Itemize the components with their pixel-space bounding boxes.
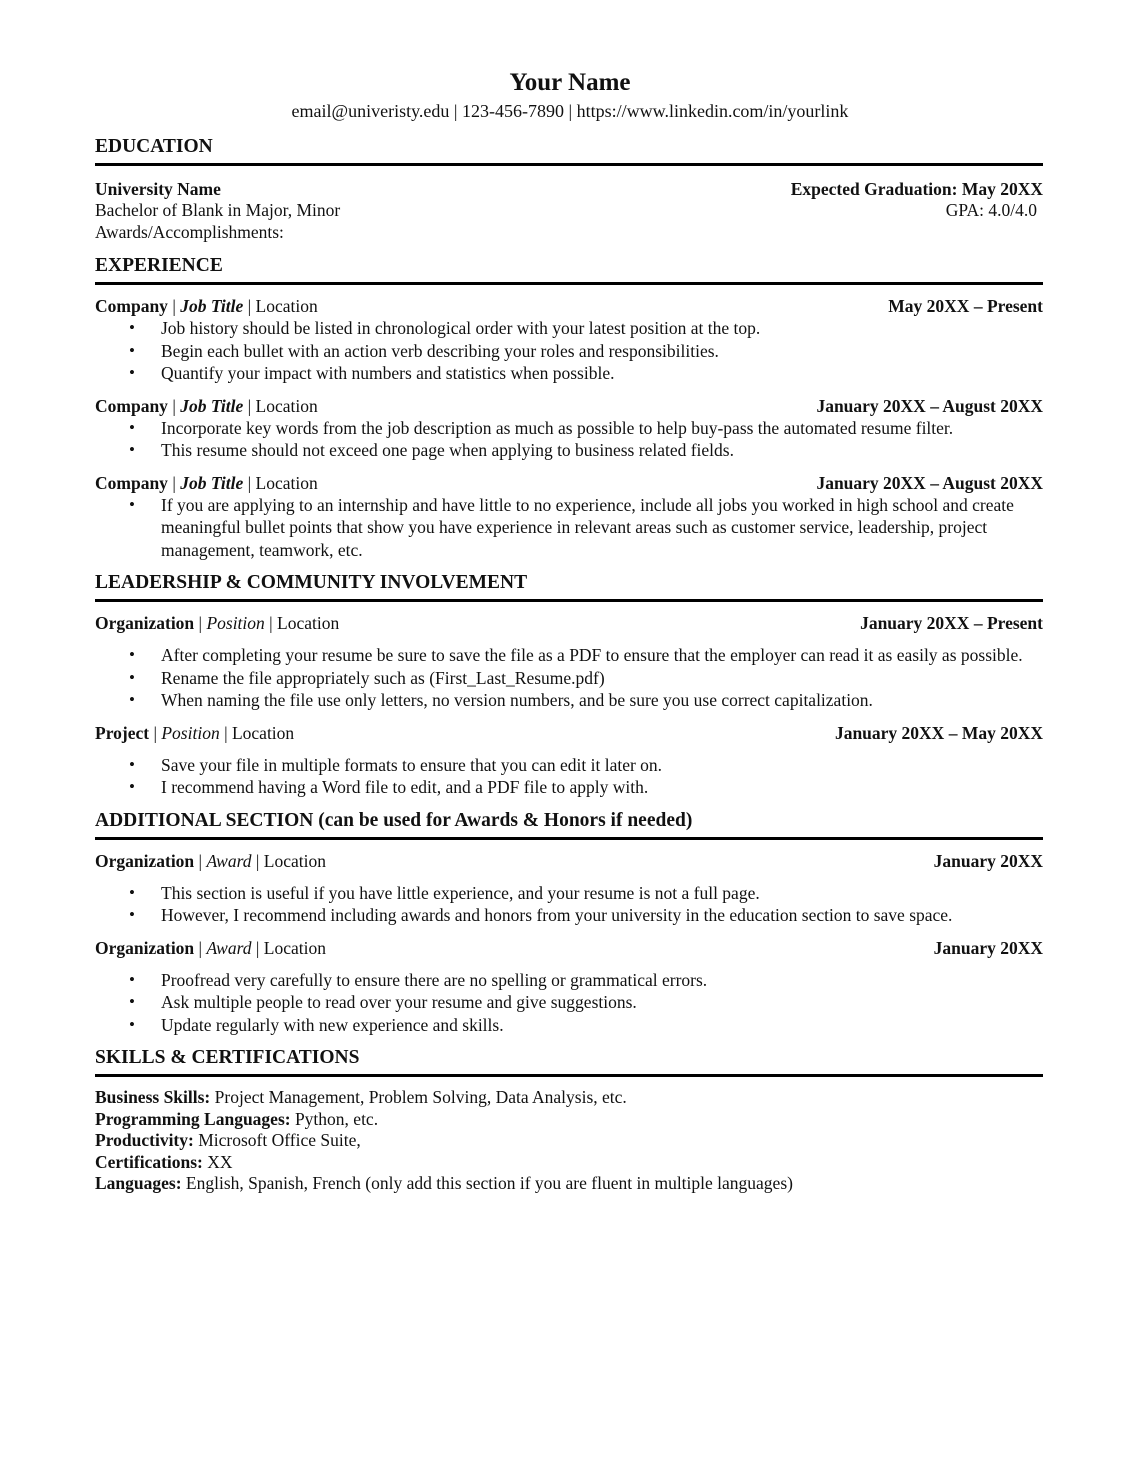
entry-location: Location: [231, 722, 295, 743]
entry-header: [95, 937, 1043, 959]
entry-org: Company: [95, 296, 168, 316]
bullet-item: • Quantify your impact with numbers and statistics when possible.: [161, 362, 1043, 385]
entry-org: Organization: [95, 613, 195, 633]
bullet-list: [95, 754, 1043, 799]
bullet-item: • Ask multiple people to read over your resume and give suggestions.: [161, 991, 1043, 1014]
entry-role: Award: [206, 937, 252, 958]
bullet-list: [95, 494, 1043, 562]
bullet-item: • I recommend having a Word file to edit, and a PDF file to apply with.: [161, 776, 1043, 799]
skill-value: Python, etc.: [294, 1108, 379, 1129]
entry-title-line: Company | Job Title | Location: [95, 395, 318, 416]
entry: [95, 472, 1043, 562]
skill-line: [95, 1173, 1043, 1195]
skill-line: [95, 1087, 1043, 1109]
entry-dates: January 20XX: [933, 850, 1043, 871]
bullet-item: • Rename the file appropriately such as (First_Last_Resume.pdf): [161, 667, 1043, 690]
experience-section: [95, 254, 1043, 561]
bullet-item: • Update regularly with new experience and skills.: [161, 1014, 1043, 1037]
skill-label: Languages:: [95, 1173, 182, 1193]
entry-title-line: Organization | Award | Location: [95, 937, 326, 958]
leadership-section: [95, 571, 1043, 799]
entry-location: Location: [255, 296, 318, 316]
entry-org: Company: [95, 472, 168, 493]
entry: [95, 295, 1043, 385]
entry-header: [95, 850, 1043, 872]
entry-role: Job Title: [180, 472, 244, 493]
entry-title-line: Organization | Position | Location: [95, 613, 340, 633]
bullet-item: • When naming the file use only letters, no version numbers, and be sure you use correct capitalization.: [161, 689, 1043, 712]
graduation-date: Expected Graduation: May 20XX: [790, 179, 1043, 199]
bullet-item: • Incorporate key words from the job description as much as possible to help buy-pass the automated resume filter.: [161, 417, 1043, 440]
bullet-list: [95, 882, 1043, 927]
skill-label: Productivity:: [95, 1130, 194, 1150]
entry-location: Location: [263, 937, 326, 958]
degree: Bachelor of Blank in Major, Minor: [95, 200, 341, 220]
entry-location: Location: [277, 613, 340, 633]
entry: [95, 937, 1043, 1037]
entry-role: Position: [206, 613, 265, 633]
additional-entries: [95, 850, 1043, 1037]
bullet-list: [95, 644, 1043, 712]
bullet-item: • This section is useful if you have little experience, and your resume is not a full page.: [161, 882, 1043, 905]
entry: [95, 395, 1043, 462]
skill-label: Business Skills:: [95, 1087, 211, 1107]
skill-value: Project Management, Problem Solving, Data Analysis, etc.: [214, 1087, 627, 1107]
skill-line: [95, 1130, 1043, 1152]
entry-location: Location: [255, 472, 318, 493]
resume-header: [0, 0, 1140, 122]
education-section: [95, 135, 1043, 243]
awards-accomplishments: Awards/Accomplishments:: [95, 221, 284, 242]
entry-org: Project: [95, 722, 150, 743]
entry-dates: January 20XX – Present: [860, 613, 1043, 633]
bullet-list: [95, 417, 1043, 462]
entry-dates: January 20XX – August 20XX: [816, 395, 1043, 416]
entry-location: Location: [255, 395, 318, 416]
bullet-list: [95, 317, 1043, 385]
contact-line: email@univeristy.edu | 123-456-7890 | https://www.linkedin.com/in/yourlink: [291, 101, 849, 121]
bullet-item: • Save your file in multiple formats to ensure that you can edit it later on.: [161, 754, 1043, 777]
experience-entries: [95, 295, 1043, 561]
entry-title-line: Project | Position | Location: [95, 722, 295, 743]
entry-role: Job Title: [180, 296, 244, 316]
entry-role: Job Title: [180, 395, 244, 416]
skill-value: English, Spanish, French (only add this section if you are fluent in multiple languages): [185, 1173, 793, 1193]
bullet-item: • If you are applying to an internship and have little to no experience, include all jobs you worked in high school and create meaningful bullet points that show you have experience in relevant areas such as customer service, leadership, project management, teamwork, etc.: [161, 494, 1043, 562]
entry-org: Organization: [95, 937, 195, 958]
entry-title-line: Company | Job Title | Location: [95, 472, 318, 493]
skills-list: [95, 1087, 1043, 1195]
section-title-experience: EXPERIENCE: [95, 254, 1043, 285]
section-title-education: EDUCATION: [95, 135, 1043, 166]
skill-value: XX: [207, 1151, 233, 1172]
entry: [95, 612, 1043, 712]
entry-header: [95, 722, 1043, 744]
entry-role: Award: [206, 850, 252, 871]
entry-role: Position: [161, 722, 220, 743]
bullet-item: • Job history should be listed in chronological order with your latest position at the top.: [161, 317, 1043, 340]
bullet-item: • However, I recommend including awards and honors from your university in the education section to save space.: [161, 904, 1043, 927]
entry-location: Location: [263, 850, 326, 871]
skill-line: [95, 1152, 1043, 1174]
entry-dates: May 20XX – Present: [888, 296, 1043, 316]
entry-header: [95, 472, 1043, 494]
education-entry: [95, 178, 1043, 243]
entry: [95, 722, 1043, 799]
bullet-item: • Begin each bullet with an action verb describing your roles and responsibilities.: [161, 340, 1043, 363]
skill-line: [95, 1109, 1043, 1131]
entry-org: Company: [95, 395, 168, 416]
section-title-additional: ADDITIONAL SECTION (can be used for Awards & Honors if needed): [95, 809, 1043, 840]
entry-header: [95, 395, 1043, 417]
university-name: University Name: [95, 179, 221, 199]
bullet-item: • This resume should not exceed one page when applying to business related fields.: [161, 439, 1043, 462]
entry-header: [95, 612, 1043, 634]
gpa: GPA: 4.0/4.0: [945, 200, 1037, 220]
skill-label: Programming Languages:: [95, 1108, 291, 1129]
entry-org: Organization: [95, 850, 195, 871]
entry-dates: January 20XX: [933, 937, 1043, 958]
bullet-item: • Proofread very carefully to ensure there are no spelling or grammatical errors.: [161, 969, 1043, 992]
skill-value: Microsoft Office Suite,: [198, 1130, 361, 1150]
section-title-skills: SKILLS & CERTIFICATIONS: [95, 1046, 1043, 1077]
candidate-name: Your Name: [509, 69, 631, 96]
entry-header: [95, 295, 1043, 317]
bullet-list: [95, 969, 1043, 1037]
leadership-entries: [95, 612, 1043, 799]
additional-section: [95, 809, 1043, 1037]
entry: [95, 850, 1043, 927]
entry-dates: January 20XX – August 20XX: [816, 472, 1043, 493]
skill-label: Certifications:: [95, 1151, 203, 1172]
entry-title-line: Organization | Award | Location: [95, 850, 326, 871]
bullet-item: • After completing your resume be sure to save the file as a PDF to ensure that the employer can read it as easily as possible.: [161, 644, 1043, 667]
section-title-leadership: LEADERSHIP & COMMUNITY INVOLVEMENT: [95, 571, 1043, 602]
entry-title-line: Company | Job Title | Location: [95, 296, 318, 316]
skills-section: [95, 1046, 1043, 1195]
entry-dates: January 20XX – May 20XX: [834, 722, 1043, 743]
